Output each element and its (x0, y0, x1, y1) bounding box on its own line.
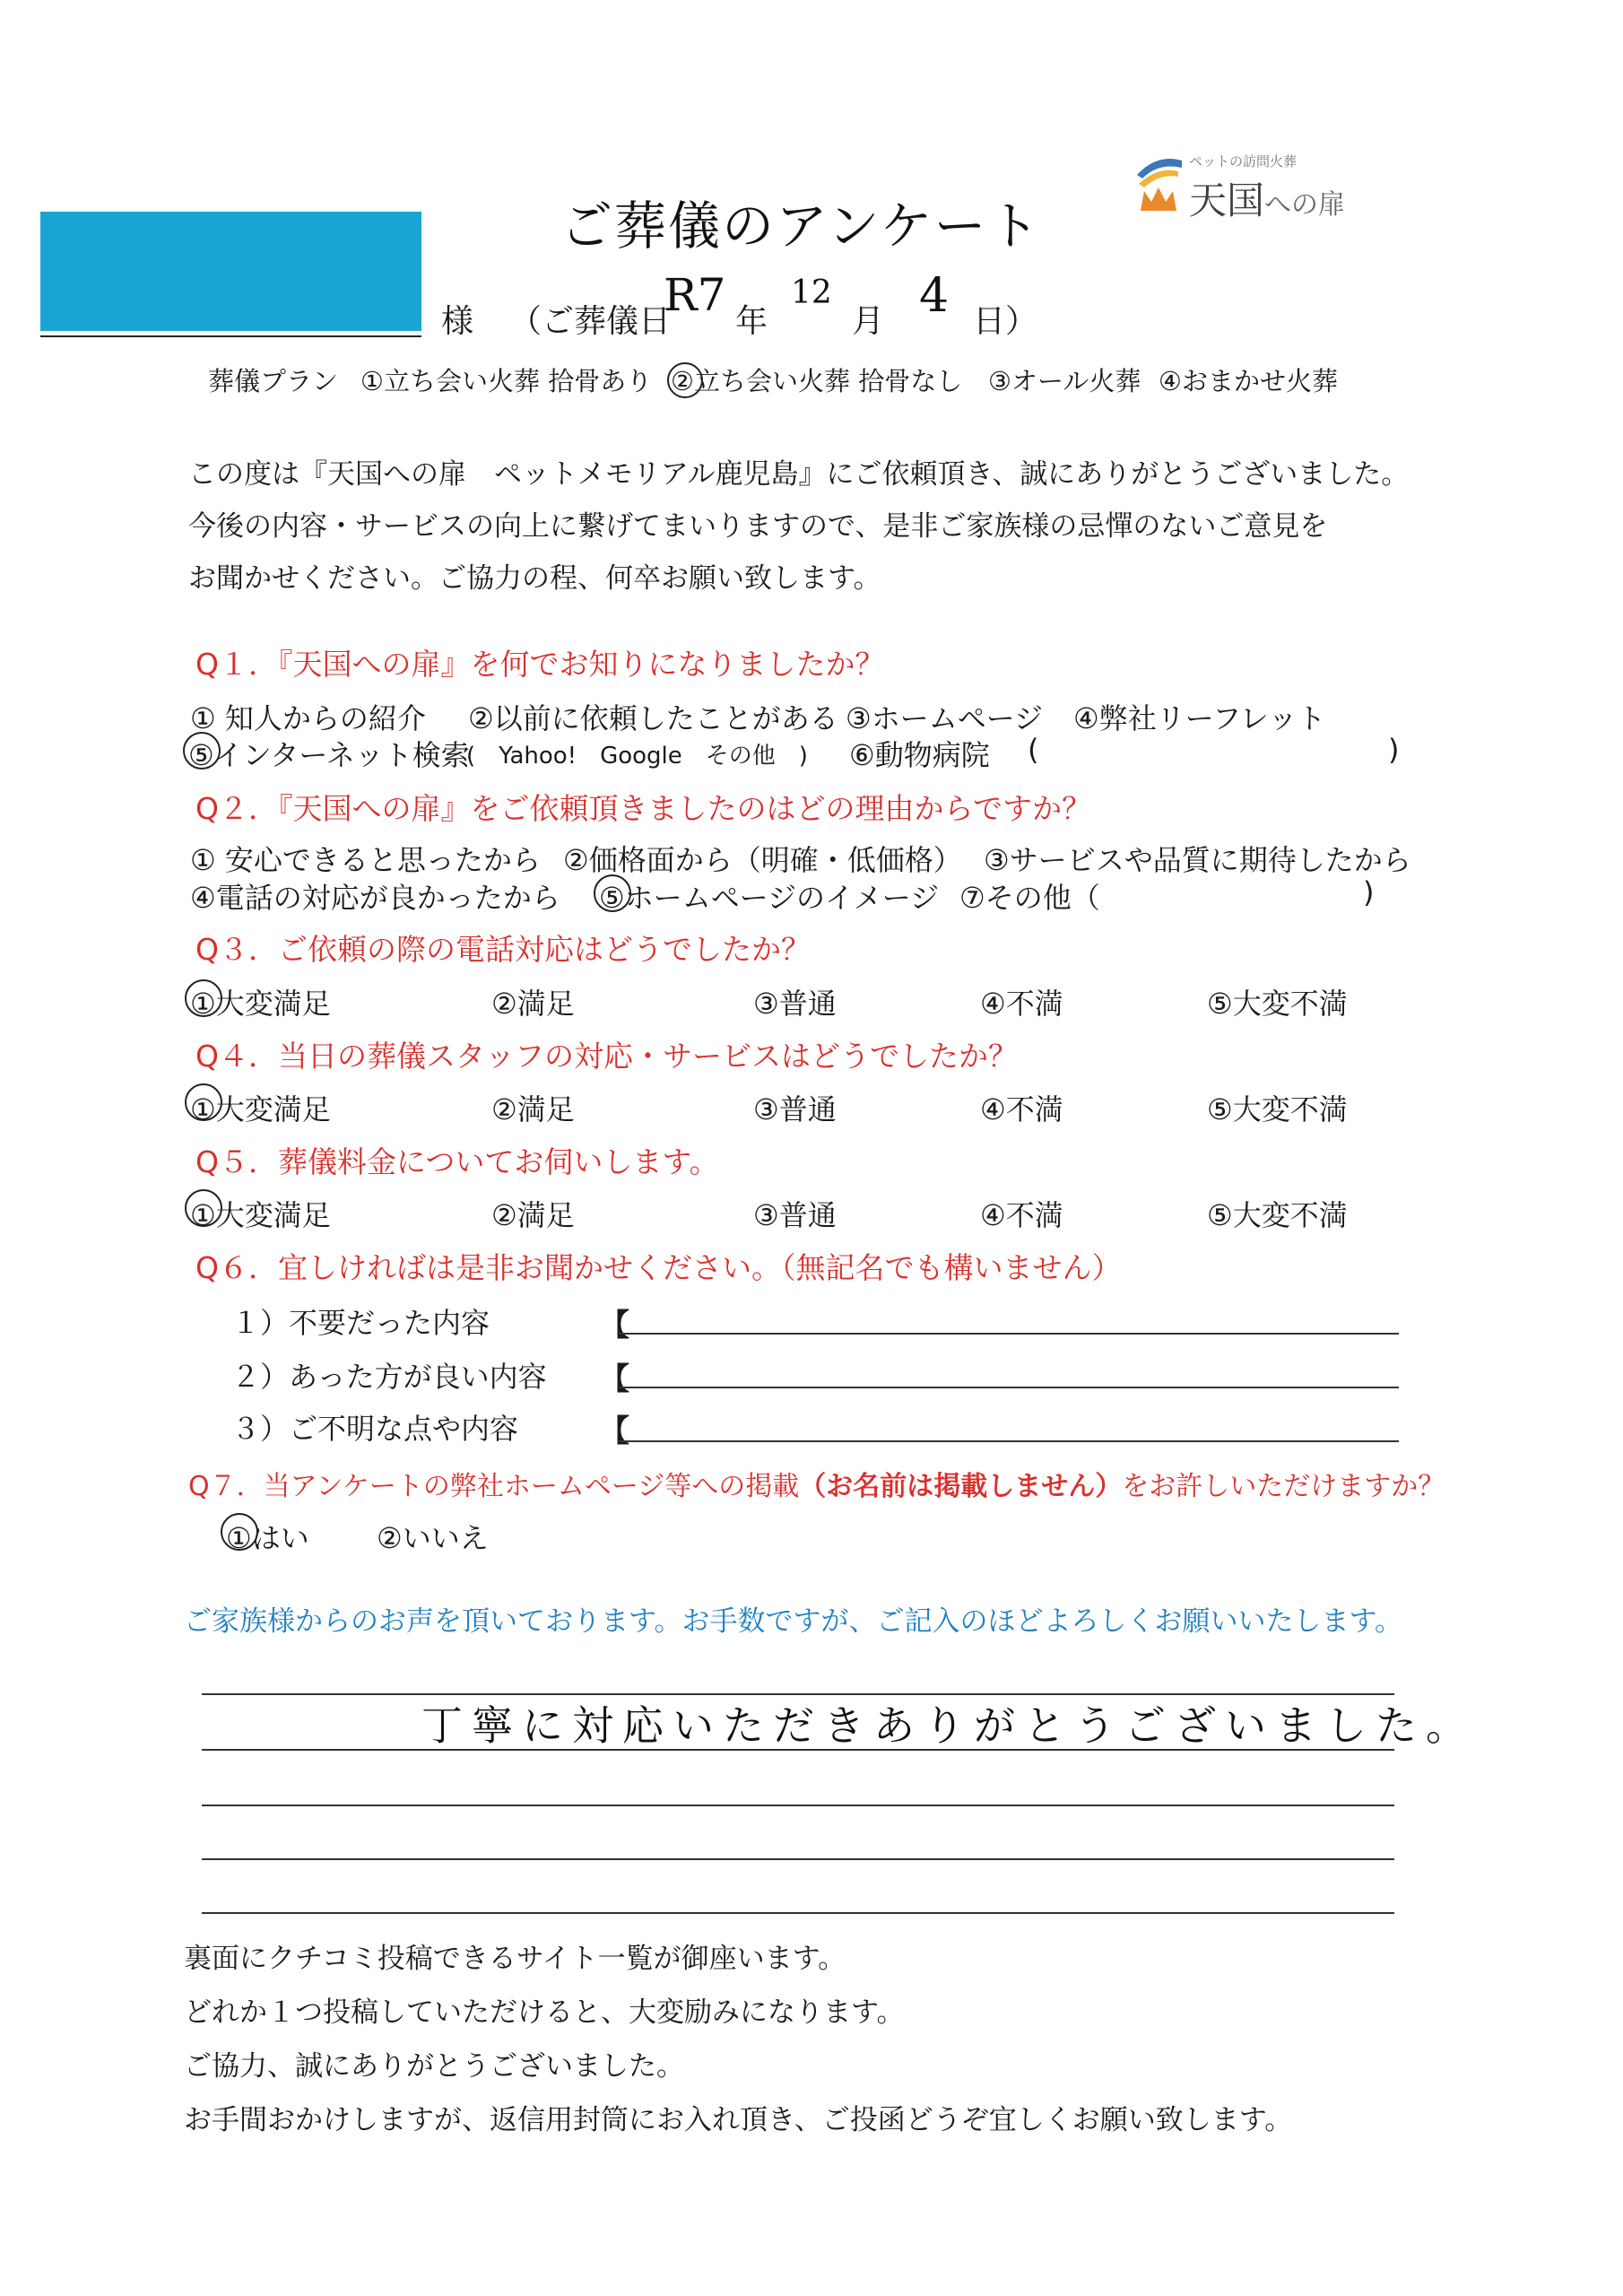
q6-bracket-3: 【 (599, 1413, 629, 1449)
handwritten-era-year: R7 (664, 269, 726, 321)
q2-other-close: ) (1363, 875, 1375, 909)
q6-item-2: ２）あった方が良い内容 (231, 1360, 547, 1394)
redacted-name-box (40, 212, 421, 331)
q4-option-4: ④不満 (980, 1092, 1063, 1126)
q3-option-2: ②満足 (491, 987, 575, 1021)
q6-item-1: １）不要だった内容 (231, 1306, 490, 1340)
day-label: 日） (973, 303, 1038, 340)
name-suffix: 様 (441, 303, 474, 340)
q2-option-4: ④電話の対応が良かったから (190, 881, 560, 915)
q4-option-2: ②満足 (491, 1092, 575, 1126)
footer-line-4: お手間おかけしますが、返信用封筒にお入れ頂き、ご投函どうぞ宜しくお願い致します。 (184, 2104, 1293, 2136)
handwritten-voice-comment: 丁寧に対応いただきありがとうございました。 (421, 1701, 1476, 1750)
q7-option-yes: ①はい (226, 1521, 309, 1555)
intro-line-3: お聞かせください。ご協力の程、何卒お願い致します。 (188, 562, 881, 595)
q3-option-3: ③普通 (753, 987, 837, 1021)
q6-item-3: ３）ご不明な点や内容 (231, 1412, 519, 1446)
name-underline (40, 335, 421, 337)
q4-option-3: ③普通 (753, 1092, 837, 1126)
month-label: 月 (852, 303, 885, 340)
q1-option-4: ④弊社リーフレット (1073, 701, 1326, 735)
q3-option-1: ①大変満足 (190, 987, 331, 1021)
q1-title: Q１．『天国への扉』を何でお知りになりましたか？ (195, 647, 885, 682)
voice-prompt: ご家族様からのお声を頂いております。お手数ですが、ご記入のほどよろしくお願いいたします。 (184, 1605, 1403, 1638)
q2-option-2: ②価格面から（明確・低価格） (563, 843, 962, 877)
q7-selection-circle (221, 1513, 258, 1551)
q6-bracket-1: 【 (599, 1308, 629, 1344)
handwritten-month: 12 (791, 274, 832, 311)
voice-line-3 (202, 1805, 1394, 1806)
voice-line-4 (202, 1858, 1394, 1860)
q3-option-4: ④不満 (980, 987, 1063, 1021)
q6-bracket-2: 【 (599, 1361, 629, 1397)
q7-title-bold: （お名前は掲載しません） (799, 1471, 1123, 1502)
logo-mark-icon (1132, 148, 1185, 220)
logo-name (1189, 171, 1345, 225)
q2-selection-circle (594, 874, 631, 912)
q5-option-2: ②満足 (491, 1198, 575, 1232)
q2-title: Q２．『天国への扉』をご依頼頂きましたのはどの理由からですか？ (195, 791, 1092, 826)
q7-title (188, 1464, 1445, 1503)
funeral-date-label: （ご葬儀日 (509, 303, 672, 340)
q1-option-3: ③ホームページ (846, 701, 1044, 735)
q4-title: Q４．当日の葬儀スタッフの対応・サービスはどうでしたか？ (195, 1039, 1018, 1074)
footer-line-2: どれか１つ投稿していただけると、大変励みになります。 (184, 1996, 905, 2029)
q2-option-3: ③サービスや品質に期待したから (984, 843, 1411, 877)
q6-title: Q６．宜しければは是非お聞かせください。（無記名でも構いません） (195, 1250, 1122, 1285)
q5-option-3: ③普通 (753, 1198, 837, 1232)
q1-option-1: ① 知人からの紹介 (190, 701, 426, 735)
q1-option-6: ⑥動物病院 (849, 738, 990, 772)
q2-option-7: ⑦その他（ (959, 881, 1100, 915)
q5-title: Q５．葬儀料金についてお伺いします。 (195, 1144, 719, 1179)
q1-search-detail: ( Yahoo! Google その他 ) (466, 743, 808, 770)
q5-option-5: ⑤大変不満 (1207, 1198, 1348, 1232)
logo-name-sub: への扉 (1264, 189, 1346, 221)
q1-hospital-open: ( (1028, 733, 1039, 767)
q5-option-4: ④不満 (980, 1198, 1063, 1232)
plan-option-2: ②立ち会い火葬 拾骨なし (671, 366, 963, 396)
q2-option-1: ① 安心できると思ったから (190, 843, 541, 877)
q1-option-5: ⑤インターネット検索 (188, 738, 470, 772)
logo-tagline: ペットの訪問火葬 (1189, 153, 1298, 170)
q7-option-no: ②いいえ (377, 1521, 489, 1555)
intro-line-1: この度は『天国への扉 ペットメモリアル鹿児島』にご依頼頂き、誠にありがとうございました。 (188, 458, 1410, 491)
q6-answer-line-2 (619, 1387, 1399, 1388)
q6-answer-line-1 (619, 1333, 1399, 1335)
plan-label: 葬儀プラン (208, 366, 339, 396)
q1-option-2: ②以前に依頼したことがある (468, 701, 838, 735)
intro-line-2: 今後の内容・サービスの向上に繋げてまいりますので、是非ご家族様の忌憚のないご意見を (188, 510, 1328, 543)
year-label: 年 (735, 303, 768, 340)
company-logo (1132, 148, 1401, 220)
q3-selection-circle (185, 979, 222, 1017)
q4-option-5: ⑤大変不満 (1207, 1092, 1348, 1126)
handwritten-day: 4 (919, 269, 950, 323)
q5-selection-circle (185, 1189, 222, 1227)
q1-hospital-close: ) (1388, 733, 1400, 767)
plan-option-1: ①立ち会い火葬 拾骨あり (360, 366, 653, 396)
q1-selection-circle (183, 732, 221, 770)
footer-line-1: 裏面にクチコミ投稿できるサイト一覧が御座います。 (184, 1943, 846, 1975)
plan-option-4: ④おまかせ火葬 (1159, 366, 1338, 396)
q5-option-1: ①大変満足 (190, 1198, 331, 1232)
plan-option-3: ③オール火葬 (988, 366, 1141, 396)
q7-title-post: をお許しいただけますか？ (1122, 1471, 1445, 1502)
q6-answer-line-3 (619, 1440, 1399, 1442)
q4-selection-circle (185, 1083, 222, 1121)
q3-title: Q３．ご依頼の際の電話対応はどうでしたか？ (195, 932, 811, 967)
q7-title-pre: Q７．当アンケートの弊社ホームページ等への掲載 (188, 1471, 800, 1502)
logo-name-main: 天国 (1189, 178, 1265, 222)
footer-line-3: ご協力、誠にありがとうございました。 (184, 2050, 684, 2083)
q4-option-1: ①大変満足 (190, 1092, 331, 1126)
q2-option-5: ⑤ホームページのイメージ (599, 881, 940, 915)
plan-selection-circle (667, 362, 703, 398)
page-title: ご葬儀のアンケート (560, 196, 1042, 257)
voice-line-2 (202, 1749, 1394, 1751)
q3-option-5: ⑤大変不満 (1207, 987, 1348, 1021)
voice-line-5 (202, 1912, 1394, 1914)
